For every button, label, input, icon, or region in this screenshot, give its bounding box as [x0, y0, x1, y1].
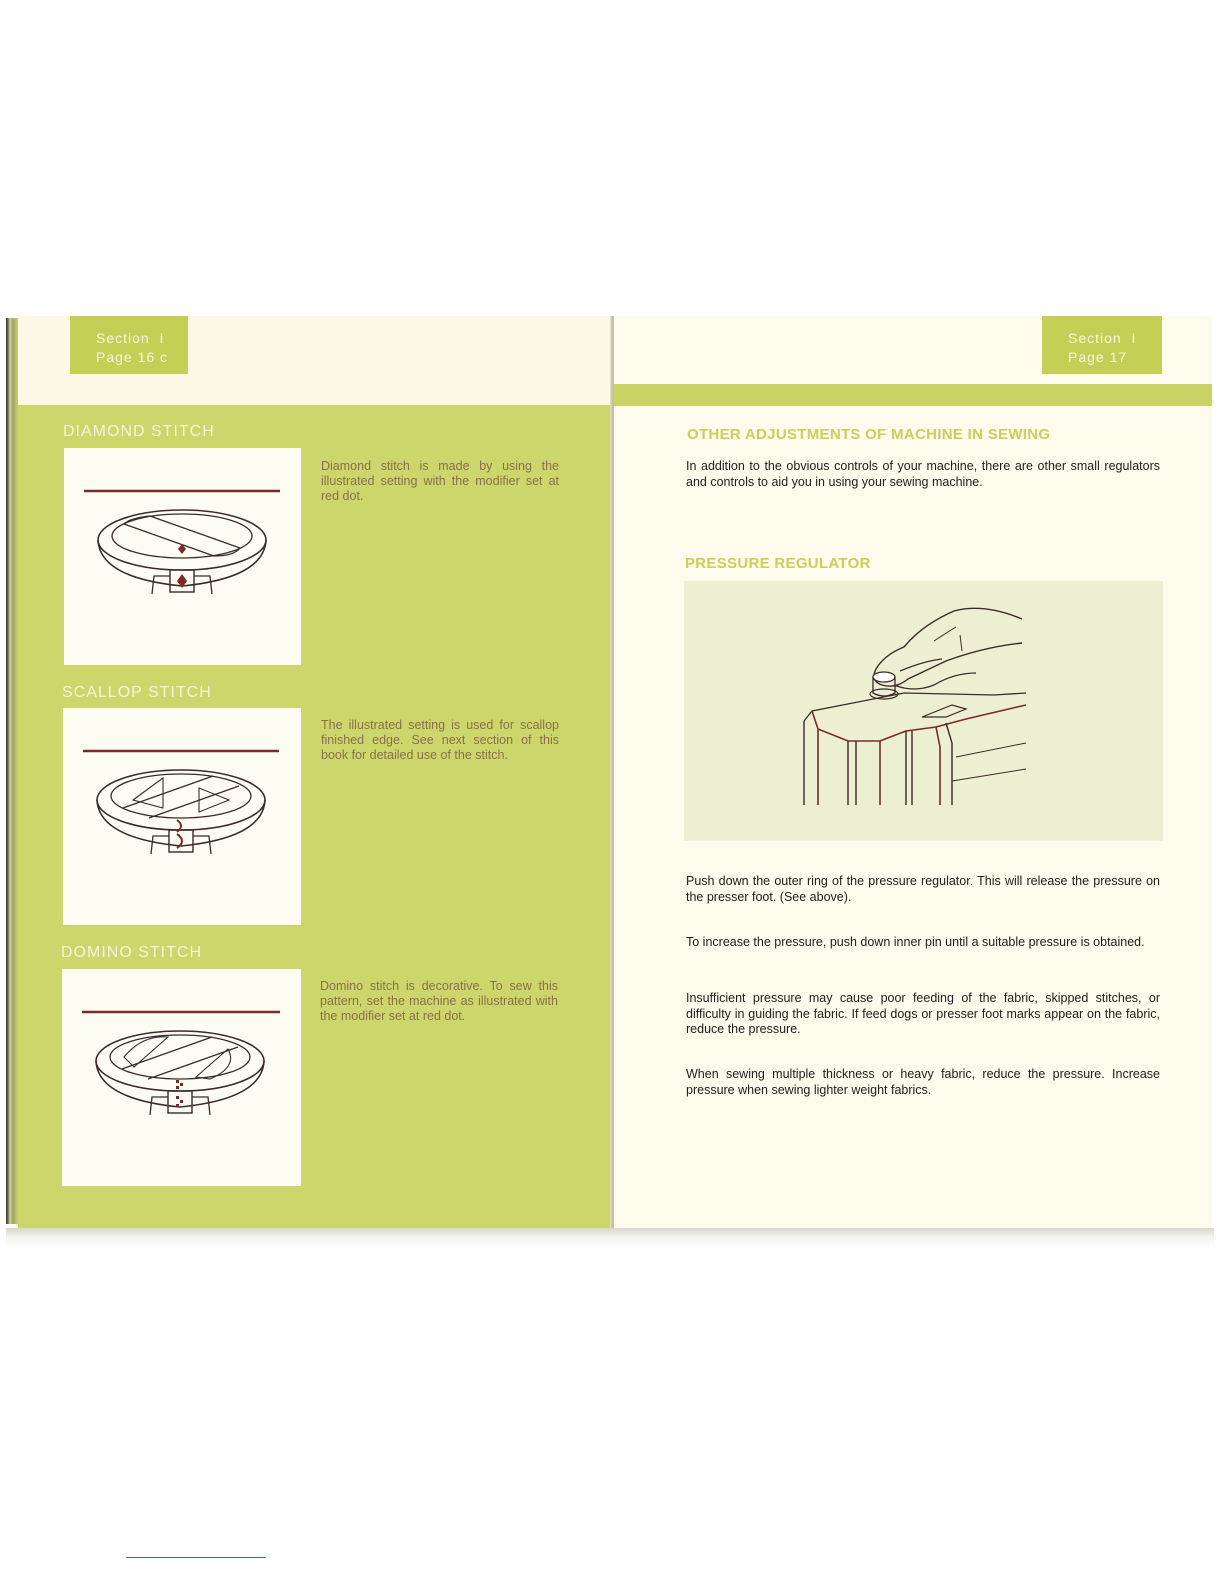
diamond-stitch-title: DIAMOND STITCH — [63, 423, 215, 440]
paragraph-insufficient-pressure: Insufficient pressure may cause poor feeding of the fabric, skipped stitches, or difficulty in guiding the fabric. If feed dogs or presser foot marks appear on the fabric, reduce the pressure. — [686, 991, 1160, 1036]
pressure-regulator-illustration — [684, 581, 1163, 841]
tab-section-label: Section — [96, 330, 150, 346]
domino-stitch-title: DOMINO STITCH — [61, 944, 202, 961]
tab-section-number: I — [159, 330, 165, 346]
scallop-stitch-description: The illustrated setting is used for scallop finished edge. See next section of this book for detailed use of the stitch. — [321, 718, 559, 762]
tab-page-label: Page 16 c — [96, 349, 169, 365]
decorative-blue-line — [126, 1557, 266, 1558]
tab-section-number: I — [1131, 330, 1137, 346]
tab-section-label: Section — [1068, 330, 1122, 346]
scallop-dial-figure — [63, 708, 301, 925]
left-page — [18, 316, 612, 1228]
spread-bottom-shadow — [6, 1228, 1214, 1250]
scallop-stitch-title: SCALLOP STITCH — [62, 684, 212, 701]
right-page — [614, 316, 1212, 1228]
page-heading: OTHER ADJUSTMENTS OF MACHINE IN SEWING — [687, 426, 1051, 443]
domino-stitch-description: Domino stitch is decorative. To sew this pattern, set the machine as illustrated with the modifier set at red dot. — [320, 979, 558, 1023]
domino-dial-figure — [62, 969, 301, 1186]
paragraph-heavy-fabric: When sewing multiple thickness or heavy fabric, reduce the pressure. Increase pressure when sewing lighter weight fabrics. — [686, 1067, 1160, 1097]
intro-paragraph: In addition to the obvious controls of your machine, there are other small regulators and controls to aid you in using your sewing machine. — [686, 459, 1160, 489]
diamond-stitch-description: Diamond stitch is made by using the illustrated setting with the modifier set at red dot. — [321, 459, 559, 503]
pressure-regulator-heading: PRESSURE REGULATOR — [685, 555, 871, 572]
paragraph-outer-ring: Push down the outer ring of the pressure regulator. This will release the pressure on the presser foot. (See above). — [686, 874, 1160, 904]
diamond-dial-figure — [64, 448, 301, 665]
paragraph-inner-pin: To increase the pressure, push down inner pin until a suitable pressure is obtained. — [686, 935, 1145, 949]
section-tab-left — [70, 316, 188, 374]
green-header-band — [614, 384, 1212, 406]
tab-page-label: Page 17 — [1068, 349, 1128, 365]
section-tab-right — [1042, 316, 1162, 374]
